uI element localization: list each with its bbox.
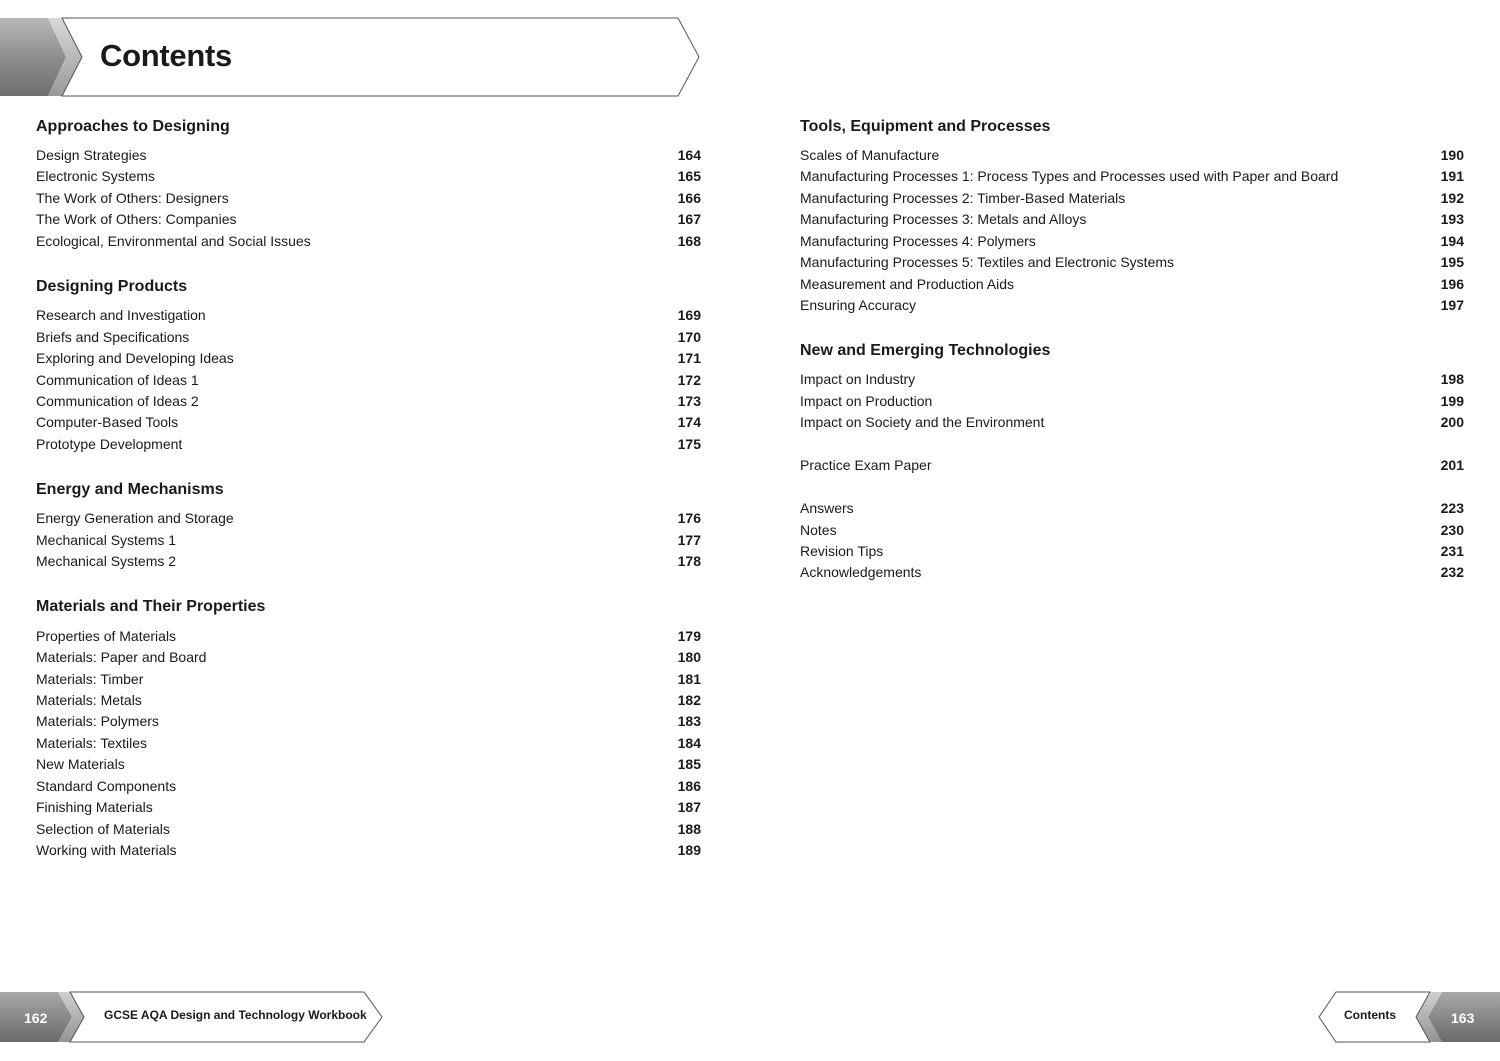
toc-entry-label: Research and Investigation <box>36 307 206 323</box>
section-title: New and Emerging Technologies <box>800 342 1051 359</box>
toc-entry-page: 167 <box>677 211 701 227</box>
toc-entry-label: Impact on Production <box>800 393 933 409</box>
toc-entry-label: Practice Exam Paper <box>800 457 932 473</box>
toc-entry-page: 175 <box>677 436 701 452</box>
toc-entry-label: Revision Tips <box>800 543 884 559</box>
toc-entry-label: Materials: Timber <box>36 671 144 687</box>
toc-entry[interactable] <box>36 690 701 711</box>
toc-entry[interactable] <box>36 669 701 690</box>
toc-entry-page: 164 <box>677 147 701 163</box>
toc-entry-page: 168 <box>677 233 701 249</box>
toc-entry-label: Notes <box>800 522 837 538</box>
footer-book-title: GCSE AQA Design and Technology Workbook <box>104 1008 367 1022</box>
toc-entry[interactable] <box>36 776 701 797</box>
toc-entry[interactable] <box>36 819 701 840</box>
toc-entry[interactable] <box>36 797 701 818</box>
toc-entry[interactable] <box>36 840 701 861</box>
toc-entry-page: 201 <box>1440 457 1464 473</box>
toc-entry-page: 230 <box>1440 522 1464 538</box>
toc-entry[interactable] <box>800 541 1464 562</box>
toc-entry-label: Materials: Polymers <box>36 713 159 729</box>
toc-entry-page: 179 <box>677 628 701 644</box>
toc-entry[interactable] <box>800 369 1464 390</box>
toc-entry-label: Ensuring Accuracy <box>800 297 916 313</box>
toc-entry-page: 170 <box>677 329 701 345</box>
toc-entry[interactable] <box>36 508 701 529</box>
toc-entry-label: Mechanical Systems 2 <box>36 553 177 569</box>
section-title: Approaches to Designing <box>36 118 230 135</box>
toc-entry[interactable] <box>800 209 1464 230</box>
toc-entry-label: Ecological, Environmental and Social Issues <box>36 233 311 249</box>
toc-entry-label: The Work of Others: Designers <box>36 190 229 206</box>
toc-entry[interactable] <box>800 145 1464 166</box>
toc-entry-label: Mechanical Systems 1 <box>36 532 177 548</box>
toc-entry[interactable] <box>36 412 701 433</box>
toc-entry-page: 194 <box>1440 233 1464 249</box>
toc-entry[interactable] <box>36 551 701 572</box>
toc-entry-page: 182 <box>677 692 701 708</box>
toc-entry-page: 186 <box>677 778 701 794</box>
toc-entry-label: Design Strategies <box>36 147 147 163</box>
toc-entry[interactable] <box>36 754 701 775</box>
footer-section-label: Contents <box>1344 1008 1396 1022</box>
section-title: Energy and Mechanisms <box>36 481 224 498</box>
toc-entry-page: 200 <box>1440 414 1464 430</box>
toc-entry-label: Impact on Society and the Environment <box>800 414 1045 430</box>
toc-entry[interactable] <box>800 391 1464 412</box>
toc-entry[interactable] <box>36 391 701 412</box>
toc-entry-label: The Work of Others: Companies <box>36 211 237 227</box>
toc-entry-page: 181 <box>677 671 701 687</box>
toc-entry-page: 193 <box>1440 211 1464 227</box>
section-title: Designing Products <box>36 278 188 295</box>
toc-entry-page: 187 <box>677 799 701 815</box>
toc-entry[interactable] <box>36 327 701 348</box>
toc-entry[interactable] <box>36 626 701 647</box>
toc-entry[interactable] <box>36 370 701 391</box>
toc-entry[interactable] <box>800 231 1464 252</box>
toc-entry[interactable] <box>800 520 1464 541</box>
toc-entry-label: Communication of Ideas 2 <box>36 393 199 409</box>
toc-entry-label: New Materials <box>36 756 125 772</box>
toc-entry[interactable] <box>36 733 701 754</box>
toc-entry-page: 197 <box>1440 297 1464 313</box>
page-number-left: 162 <box>24 1010 48 1026</box>
toc-entry-page: 178 <box>677 553 701 569</box>
toc-entry-page: 174 <box>677 414 701 430</box>
toc-entry-page: 180 <box>677 649 701 665</box>
page-title: Contents <box>100 38 232 73</box>
toc-entry-label: Materials: Metals <box>36 692 142 708</box>
toc-entry-label: Properties of Materials <box>36 628 177 644</box>
toc-entry-label: Answers <box>800 500 854 516</box>
toc-entry-page: 169 <box>677 307 701 323</box>
toc-entry-label: Communication of Ideas 1 <box>36 372 199 388</box>
toc-entry[interactable] <box>800 295 1464 316</box>
toc-entry[interactable] <box>36 145 701 166</box>
toc-entry[interactable] <box>36 434 701 455</box>
toc-entry-page: 231 <box>1440 543 1464 559</box>
toc-entry[interactable] <box>800 455 1464 476</box>
toc-entry-page: 195 <box>1440 254 1464 270</box>
toc-entry-page: 171 <box>677 350 701 366</box>
toc-entry[interactable] <box>36 305 701 326</box>
toc-entry-page: 196 <box>1440 276 1464 292</box>
toc-entry-label: Manufacturing Processes 3: Metals and Alloys <box>800 211 1087 227</box>
toc-entry-page: 189 <box>677 842 701 858</box>
toc-entry-page: 198 <box>1440 371 1464 387</box>
toc-entry-label: Working with Materials <box>36 842 177 858</box>
toc-entry[interactable] <box>800 274 1464 295</box>
toc-entry-page: 188 <box>677 821 701 837</box>
toc-entry-page: 184 <box>677 735 701 751</box>
toc-entry-label: Acknowledgements <box>800 564 922 580</box>
toc-entry[interactable] <box>800 166 1464 187</box>
toc-entry[interactable] <box>36 530 701 551</box>
toc-entry-label: Materials: Textiles <box>36 735 148 751</box>
toc-entry-label: Computer-Based Tools <box>36 414 179 430</box>
section-title: Tools, Equipment and Processes <box>800 118 1051 135</box>
toc-entry[interactable] <box>800 498 1464 519</box>
toc-entry[interactable] <box>800 562 1464 583</box>
toc-entry-label: Selection of Materials <box>36 821 170 837</box>
toc-entry-label: Electronic Systems <box>36 168 156 184</box>
toc-entry-label: Briefs and Specifications <box>36 329 190 345</box>
section-title: Materials and Their Properties <box>36 598 266 615</box>
toc-entry-label: Manufacturing Processes 1: Process Types and Processes used with Paper and Board <box>800 168 1339 184</box>
toc-entry-page: 223 <box>1440 500 1464 516</box>
toc-entry[interactable] <box>36 231 701 252</box>
toc-entry[interactable] <box>800 252 1464 273</box>
toc-entry[interactable] <box>36 209 701 230</box>
toc-entry[interactable] <box>800 412 1464 433</box>
toc-entry-label: Impact on Industry <box>800 371 916 387</box>
toc-entry-label: Manufacturing Processes 4: Polymers <box>800 233 1036 249</box>
toc-entry-label: Standard Components <box>36 778 177 794</box>
toc-entry-page: 191 <box>1440 168 1464 184</box>
toc-entry-page: 176 <box>677 510 701 526</box>
toc-entry-label: Manufacturing Processes 5: Textiles and Electronic Systems <box>800 254 1175 270</box>
toc-entry-label: Finishing Materials <box>36 799 153 815</box>
toc-entry-page: 232 <box>1440 564 1464 580</box>
toc-entry[interactable] <box>36 188 701 209</box>
toc-entry-label: Scales of Manufacture <box>800 147 940 163</box>
toc-entry[interactable] <box>36 166 701 187</box>
toc-entry-page: 199 <box>1440 393 1464 409</box>
toc-entry-label: Measurement and Production Aids <box>800 276 1015 292</box>
toc-entry-page: 192 <box>1440 190 1464 206</box>
toc-entry-page: 183 <box>677 713 701 729</box>
toc-entry-page: 165 <box>677 168 701 184</box>
toc-entry-page: 173 <box>677 393 701 409</box>
toc-entry-page: 166 <box>677 190 701 206</box>
toc-entry-label: Manufacturing Processes 2: Timber-Based Materials <box>800 190 1126 206</box>
toc-entry-label: Exploring and Developing Ideas <box>36 350 234 366</box>
toc-entry[interactable] <box>36 647 701 668</box>
toc-entry-page: 177 <box>677 532 701 548</box>
toc-entry-label: Materials: Paper and Board <box>36 649 207 665</box>
toc-entry[interactable] <box>36 711 701 732</box>
toc-entry-page: 185 <box>677 756 701 772</box>
toc-entry-page: 172 <box>677 372 701 388</box>
toc-entry-label: Energy Generation and Storage <box>36 510 234 526</box>
toc-entry[interactable] <box>36 348 701 369</box>
toc-entry-page: 190 <box>1440 147 1464 163</box>
page-number-right: 163 <box>1451 1010 1475 1026</box>
toc-entry[interactable] <box>800 188 1464 209</box>
toc-entry-label: Prototype Development <box>36 436 183 452</box>
